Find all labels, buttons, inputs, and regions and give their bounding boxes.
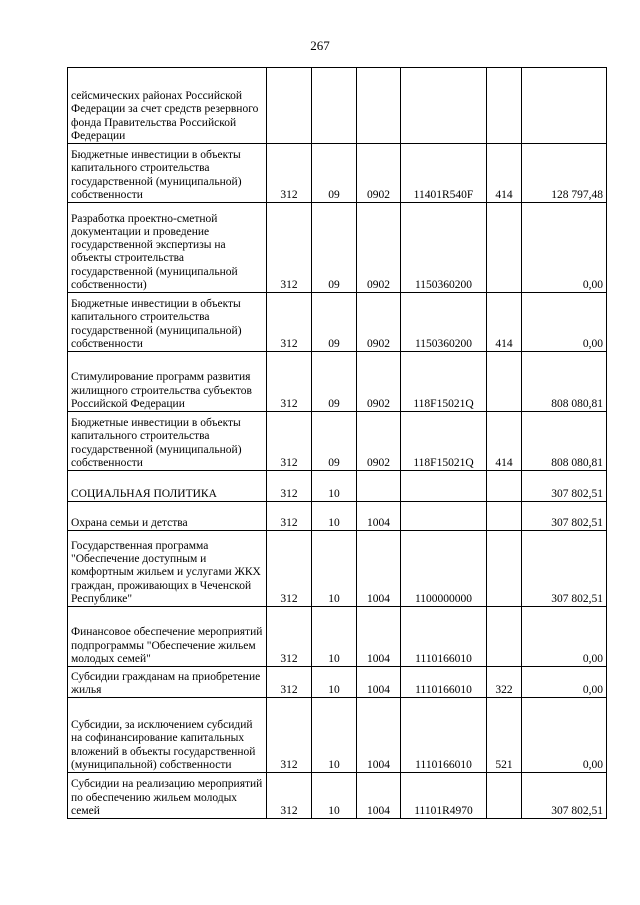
row-ved: 312 [267,667,312,698]
row-vr [487,352,522,412]
row-vr [487,531,522,607]
row-name: Стимулирование программ развития жилищного строительства субъектов Российской Федерации [68,352,267,412]
row-pr: 1004 [357,607,401,667]
row-sum: 0,00 [522,698,607,773]
table-row [68,412,607,471]
row-sum: 0,00 [522,667,607,698]
row-sum: 0,00 [522,607,607,667]
row-rz: 09 [312,352,357,412]
row-vr: 322 [487,667,522,698]
row-rz: 09 [312,203,357,293]
row-name: Субсидии, за исключением субсидий на софинансирование капитальных вложений в объекты государственной (муниципальной) собственности [68,698,267,773]
row-ved: 312 [267,698,312,773]
row-ved: 312 [267,531,312,607]
row-csr: 1150360200 [401,203,487,293]
row-csr: 1110166010 [401,667,487,698]
row-csr [401,68,487,144]
row-vr: 414 [487,144,522,203]
row-name: Бюджетные инвестиции в объекты капитального строительства государственной (муниципальной) собственности [68,144,267,203]
row-pr: 1004 [357,667,401,698]
row-vr [487,471,522,502]
table-row [68,203,607,293]
row-sum: 307 802,51 [522,471,607,502]
page-number: 267 [310,38,330,53]
row-sum: 808 080,81 [522,352,607,412]
row-name: сейсмических районах Российской Федерации за счет средств резервного фонда Правительства Российской Федерации [68,68,267,144]
row-pr: 1004 [357,773,401,819]
row-name: Субсидии гражданам на приобретение жилья [68,667,267,698]
row-name: Бюджетные инвестиции в объекты капитального строительства государственной (муниципальной) собственности [68,412,267,471]
row-rz: 10 [312,502,357,531]
row-csr: 1110166010 [401,698,487,773]
row-pr [357,68,401,144]
table-row [68,773,607,819]
row-csr: 11401R540F [401,144,487,203]
row-csr: 1150360200 [401,293,487,352]
row-sum: 307 802,51 [522,531,607,607]
row-ved: 312 [267,471,312,502]
row-pr: 1004 [357,502,401,531]
table-row [68,667,607,698]
row-pr [357,471,401,502]
row-ved: 312 [267,144,312,203]
row-vr [487,773,522,819]
row-sum: 808 080,81 [522,412,607,471]
row-sum [522,68,607,144]
row-ved: 312 [267,607,312,667]
row-ved: 312 [267,352,312,412]
row-sum: 0,00 [522,203,607,293]
table-row [68,502,607,531]
row-ved: 312 [267,203,312,293]
row-csr [401,502,487,531]
row-rz: 10 [312,531,357,607]
table-row [68,531,607,607]
row-csr: 118F15021Q [401,352,487,412]
row-csr: 1110166010 [401,607,487,667]
row-csr: 118F15021Q [401,412,487,471]
table-row [68,471,607,502]
row-pr: 0902 [357,412,401,471]
row-ved: 312 [267,412,312,471]
row-sum: 307 802,51 [522,773,607,819]
row-pr: 1004 [357,698,401,773]
row-rz: 10 [312,471,357,502]
row-pr: 1004 [357,531,401,607]
row-rz: 10 [312,698,357,773]
row-pr: 0902 [357,203,401,293]
row-ved: 312 [267,502,312,531]
row-name: Субсидии на реализацию мероприятий по обеспечению жильем молодых семей [68,773,267,819]
row-vr [487,502,522,531]
row-rz: 10 [312,667,357,698]
table-row [68,68,607,144]
budget-table [67,67,607,819]
row-csr: 1100000000 [401,531,487,607]
row-rz [312,68,357,144]
row-ved [267,68,312,144]
row-pr: 0902 [357,144,401,203]
row-pr: 0902 [357,293,401,352]
row-name: Разработка проектно-сметной документации и проведение государственной экспертизы на объекты строительства государственной (муниципальной собственности) [68,203,267,293]
row-vr [487,607,522,667]
table-row [68,144,607,203]
row-vr: 414 [487,412,522,471]
row-rz: 10 [312,773,357,819]
table-row [68,293,607,352]
row-vr: 521 [487,698,522,773]
row-sum: 0,00 [522,293,607,352]
row-name: Государственная программа "Обеспечение доступным и комфортным жильем и услугами ЖКХ граждан, проживающих в Чеченской Республике" [68,531,267,607]
row-ved: 312 [267,293,312,352]
row-csr: 11101R4970 [401,773,487,819]
table-row [68,607,607,667]
table-row [68,352,607,412]
row-name: Финансовое обеспечение мероприятий подпрограммы "Обеспечение жильем молодых семей" [68,607,267,667]
row-ved: 312 [267,773,312,819]
row-rz: 09 [312,144,357,203]
row-vr [487,68,522,144]
row-name: СОЦИАЛЬНАЯ ПОЛИТИКА [68,471,267,502]
table-row [68,698,607,773]
row-rz: 09 [312,412,357,471]
row-name: Бюджетные инвестиции в объекты капитального строительства государственной (муниципальной) собственности [68,293,267,352]
row-name: Охрана семьи и детства [68,502,267,531]
row-vr: 414 [487,293,522,352]
row-pr: 0902 [357,352,401,412]
row-rz: 10 [312,607,357,667]
row-sum: 128 797,48 [522,144,607,203]
row-csr [401,471,487,502]
row-sum: 307 802,51 [522,502,607,531]
row-rz: 09 [312,293,357,352]
row-vr [487,203,522,293]
